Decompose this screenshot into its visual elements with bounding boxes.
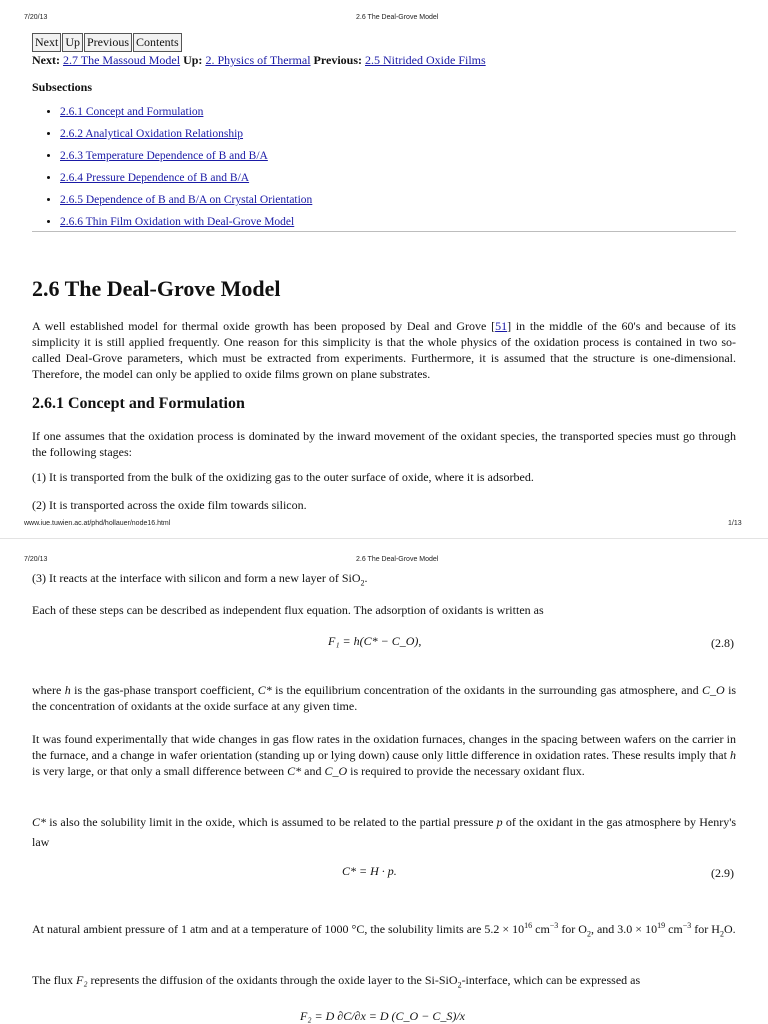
next-button[interactable]: Next — [32, 33, 61, 52]
list-item — [60, 215, 732, 230]
equation-2-9: C* = H · p. — [342, 864, 397, 878]
section-heading: 2.6.1 Concept and Formulation — [32, 395, 245, 412]
reference-link[interactable]: 51 — [495, 319, 508, 333]
subscript: 2 — [719, 929, 724, 939]
text: is very large, or that only a small difference between — [32, 764, 285, 778]
page-break — [0, 538, 768, 539]
text: of the oxidant in the gas atmosphere by Henry's law — [32, 815, 737, 849]
nav-button-bar — [32, 33, 183, 52]
text: O. — [723, 922, 736, 936]
math-symbol: h — [64, 683, 71, 697]
up-button[interactable]: Up — [62, 33, 83, 52]
text: where — [32, 683, 62, 697]
text: for O — [561, 922, 587, 936]
math-symbol: F₂ — [76, 973, 88, 987]
page-header-title: 2.6 The Deal-Grove Model — [356, 14, 439, 21]
text: for H — [694, 922, 720, 936]
text: represents the diffusion of the oxidants through the oxide layer to the Si-SiO — [90, 973, 458, 987]
list-item — [60, 105, 732, 120]
text: is the equilibrium concentration of the oxidants in the surrounding gas atmosphere, — [275, 683, 678, 697]
page-header-date: 7/20/13 — [24, 14, 48, 21]
equation-2-8: F₁ = h(C* − C_O), — [328, 634, 422, 648]
equation-number-2-8: (2.8) — [711, 636, 734, 650]
page-header-title: 2.6 The Deal-Grove Model — [356, 556, 439, 563]
flux-paragraph: Each of these steps can be described as independent flux equation. The adsorption of oxidants is written as — [32, 603, 544, 617]
subsection-link-3[interactable]: 2.6.3 Temperature Dependence of B and B/A — [60, 150, 268, 162]
nav-previous-link[interactable]: 2.5 Nitrided Oxide Films — [365, 53, 486, 67]
stage-3-end: . — [364, 571, 368, 585]
list-item — [60, 149, 732, 164]
nav-next-label: Next: — [32, 53, 60, 67]
text: and — [681, 683, 699, 697]
equation-number-2-9: (2.9) — [711, 866, 734, 880]
math-symbol: C* — [257, 683, 272, 697]
subsection-link-5[interactable]: 2.6.5 Dependence of B and B/A on Crystal Orientation — [60, 194, 313, 206]
solubility-paragraph — [32, 812, 736, 852]
page-footer-url: www.iue.tuwien.ac.at/phd/hollauer/node16.html — [24, 520, 171, 527]
list-item — [60, 193, 732, 208]
previous-button[interactable]: Previous — [84, 33, 132, 52]
stage-3-main: (3) It reacts at the interface with silicon and form a new layer of SiO — [32, 571, 361, 585]
subsection-link-1[interactable]: 2.6.1 Concept and Formulation — [60, 106, 204, 118]
text: It was found experimentally that wide changes in gas flow rates in the oxidation furnaces, changes in the spacing between wafers on the carrier in the furnace, and a change in wafer orientation (standing up or lying down) cause only little difference in oxidation rates. These results imply that — [32, 732, 736, 762]
stage-1-text: (1) It is transported from the bulk of the oxidizing gas to the outer surface of oxide, where it is adsorbed. — [32, 470, 534, 484]
nav-up-label: Up: — [183, 53, 203, 67]
equation-2-10-partial: F₂ = D ∂C/∂x = D (C_O − C_S)/x — [300, 1009, 465, 1023]
divider — [32, 231, 736, 232]
text: is the concentration of oxidants at the oxide surface at any given time. — [32, 683, 737, 713]
math-symbol: p — [496, 815, 503, 829]
superscript: 16 — [524, 921, 533, 930]
stage-2-text: (2) It is transported across the oxide film towards silicon. — [32, 498, 307, 512]
page-header-date: 7/20/13 — [24, 556, 48, 563]
diffusion-paragraph — [32, 972, 736, 993]
math-symbol: C_O — [324, 764, 348, 778]
subsections-list — [32, 105, 732, 237]
text: -interface, which can be expressed as — [461, 973, 641, 987]
text: , and 3.0 × 10 — [590, 922, 658, 936]
nav-links — [32, 53, 486, 68]
subsections-heading: Subsections — [32, 80, 93, 94]
intro-text-end: ] in the middle of the 60's and because of its simplicity it is still applied frequently. One reason for this simplicity is that the whole physics of the oxidation process is contained in two so-called Deal-Grove parameters, which must be extracted from experiments. Furthermore, it is assumed that the structure is one-dimensional. Therefore, the model can only be applied to oxide films grown on plane substrates. — [32, 319, 736, 381]
text: cm — [535, 922, 550, 936]
text: At natural ambient pressure of 1 atm and at a temperature of 1000 °C, the solubility limits are 5.2 × 10 — [32, 922, 525, 936]
superscript: 19 — [657, 921, 666, 930]
math-symbol: C* — [287, 764, 302, 778]
subscript: 2 — [457, 980, 462, 990]
intro-paragraph — [32, 318, 736, 382]
subsection-link-2[interactable]: 2.6.2 Analytical Oxidation Relationship — [60, 128, 244, 140]
nav-previous-label: Previous: — [313, 53, 362, 67]
math-symbol: C_O — [702, 683, 725, 697]
text: is required to provide the necessary oxidant flux. — [350, 764, 585, 778]
superscript: −3 — [682, 921, 692, 930]
subsection-link-6[interactable]: 2.6.6 Thin Film Oxidation with Deal-Grove Model — [60, 216, 295, 228]
page-title: 2.6 The Deal-Grove Model — [32, 276, 281, 301]
nav-next-link[interactable]: 2.7 The Massoud Model — [62, 53, 181, 67]
experiment-paragraph — [32, 731, 736, 779]
text: is also the solubility limit in the oxide, which is assumed to be related to the partial pressure — [49, 815, 494, 829]
math-symbol: C* — [32, 815, 47, 829]
text: is the gas-phase transport coefficient, — [74, 683, 255, 697]
subscript: 2 — [360, 578, 365, 588]
text: The flux — [32, 973, 73, 987]
superscript: −3 — [549, 921, 559, 930]
text: cm — [668, 922, 683, 936]
stage-3-text — [32, 570, 736, 591]
contents-button[interactable]: Contents — [133, 33, 182, 52]
subsection-link-4[interactable]: 2.6.4 Pressure Dependence of B and B/A — [60, 172, 250, 184]
math-symbol: h — [730, 748, 737, 762]
intro-text-start: A well established model for thermal oxide growth has been proposed by Deal and Grove [ — [32, 319, 496, 333]
list-item — [60, 171, 732, 186]
subscript: 2 — [586, 929, 591, 939]
list-item — [60, 127, 732, 142]
nav-up-link[interactable]: 2. Physics of Thermal — [205, 53, 311, 67]
stages-intro-paragraph: If one assumes that the oxidation process is dominated by the inward movement of the oxidant species, the transported species must go through the following stages: — [32, 429, 736, 459]
page-footer-number: 1/13 — [728, 520, 742, 527]
where-paragraph — [32, 682, 736, 714]
ambient-paragraph — [32, 915, 736, 945]
text: and — [304, 764, 322, 778]
